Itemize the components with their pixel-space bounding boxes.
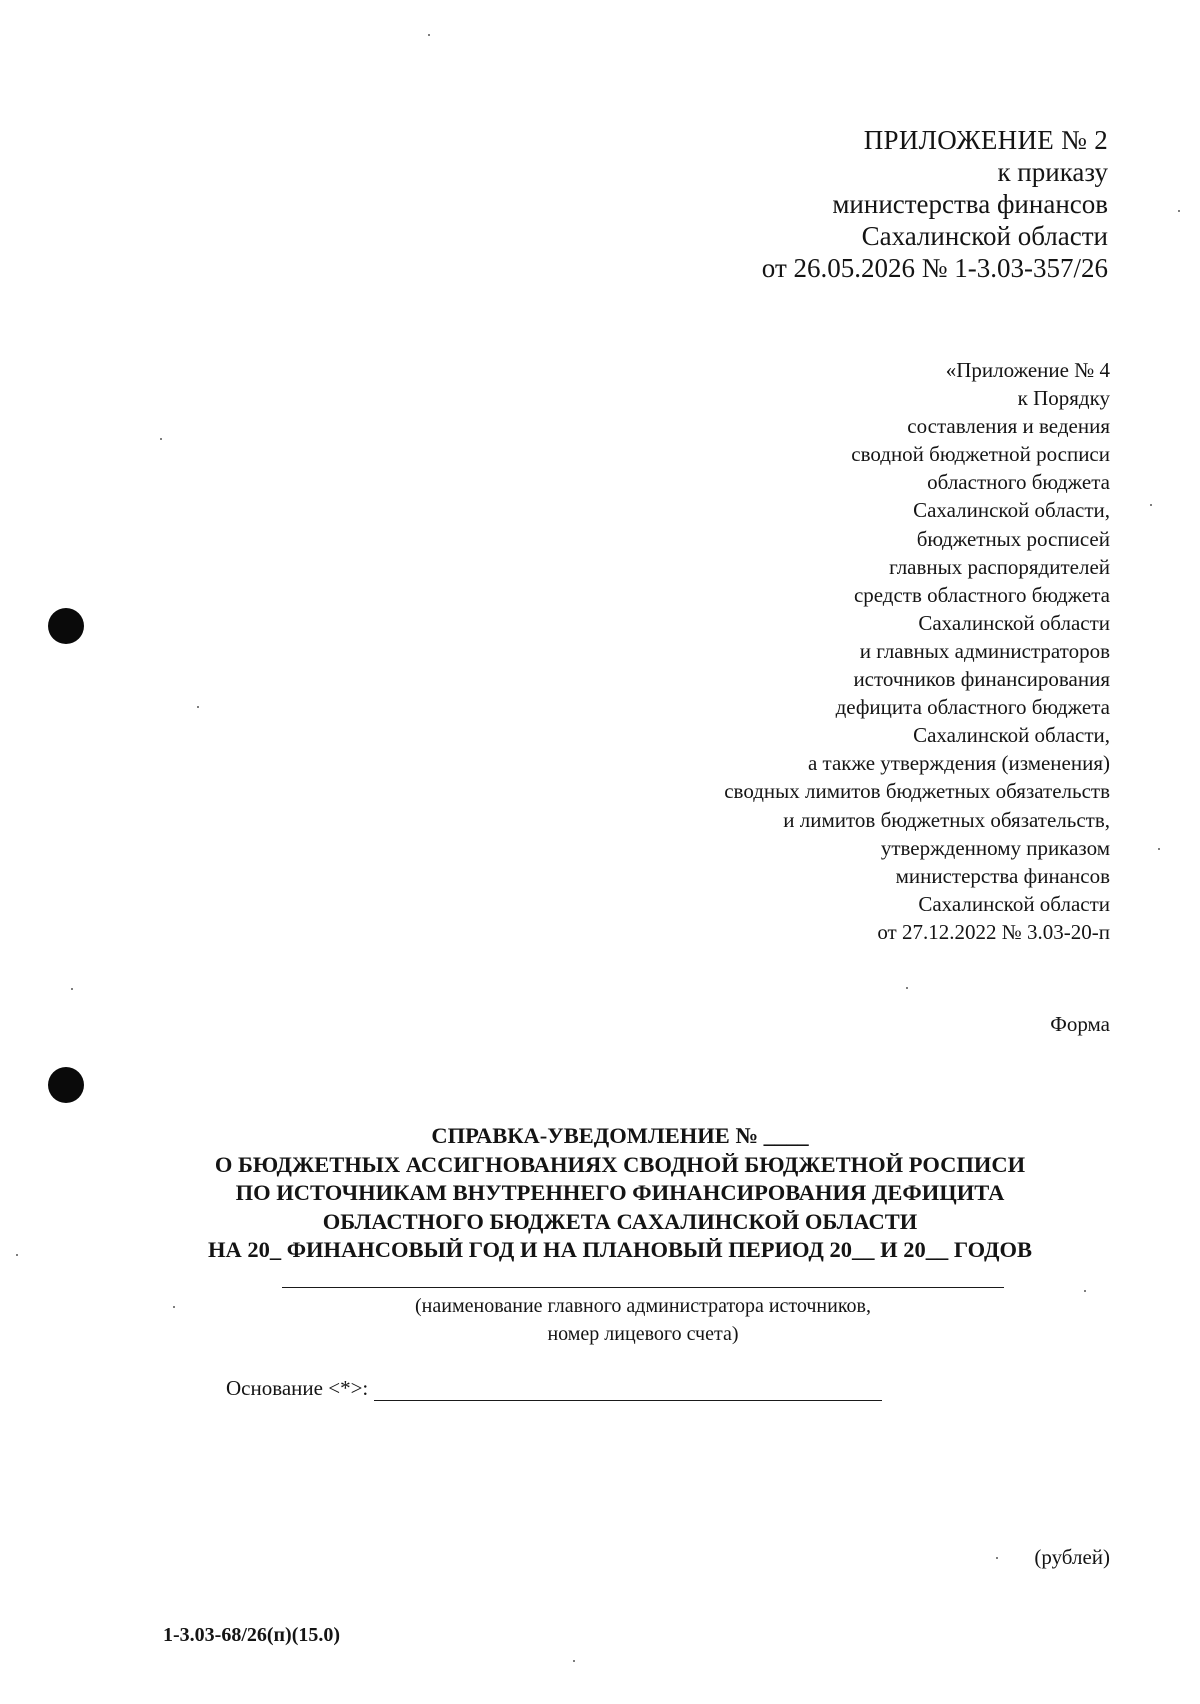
order-reference-line: утвержденному приказом xyxy=(880,835,1110,860)
order-reference-line: и главных администраторов xyxy=(859,638,1110,663)
administrator-caption xyxy=(282,1292,1004,1348)
scan-speck xyxy=(1084,1290,1086,1292)
scan-speck xyxy=(1178,210,1180,212)
order-reference-line: источников финансирования xyxy=(853,667,1110,692)
scan-speck xyxy=(996,1557,998,1559)
administrator-caption-line: номер лицевого счета) xyxy=(547,1323,739,1345)
document-title xyxy=(140,1122,1100,1265)
document-title-line: НА 20_ ФИНАНСОВЫЙ ГОД И НА ПЛАНОВЫЙ ПЕРИОД 20__ И 20__ ГОДОВ xyxy=(207,1237,1033,1262)
scan-speck xyxy=(160,438,162,440)
unit-label: (рублей) xyxy=(1034,1545,1110,1569)
scan-speck xyxy=(906,987,908,989)
order-reference-line: и лимитов бюджетных обязательств, xyxy=(783,807,1110,832)
scan-speck xyxy=(16,1254,18,1256)
order-reference-line: составления и ведения xyxy=(907,414,1110,439)
order-reference-line: областного бюджета xyxy=(927,470,1110,495)
administrator-caption-line: (наименование главного администратора источников, xyxy=(415,1295,871,1317)
scan-speck xyxy=(173,1306,175,1308)
order-reference-line: к Порядку xyxy=(1017,386,1110,411)
order-reference-block xyxy=(724,356,1110,946)
basis-label: Основание <*>: xyxy=(226,1376,369,1400)
appendix-header-line: Сахалинской области xyxy=(861,221,1108,251)
scan-speck xyxy=(71,988,73,990)
order-reference-line: а также утверждения (изменения) xyxy=(807,751,1110,776)
scan-speck xyxy=(428,34,430,36)
order-reference-line: бюджетных росписей xyxy=(916,526,1110,551)
appendix-title: ПРИЛОЖЕНИЕ № 2 xyxy=(863,125,1108,155)
scan-speck xyxy=(197,706,199,708)
basis-fill-line xyxy=(374,1378,882,1401)
order-reference-line: министерства финансов xyxy=(895,863,1110,888)
order-reference-line: дефицита областного бюджета xyxy=(835,695,1110,720)
appendix-header xyxy=(762,124,1108,284)
order-reference-line: от 27.12.2022 № 3.03-20-п xyxy=(877,919,1110,944)
order-reference-line: Сахалинской области, xyxy=(913,723,1110,748)
scan-speck xyxy=(573,1660,575,1662)
basis-row xyxy=(226,1376,882,1401)
scan-speck xyxy=(1158,848,1160,850)
form-label: Форма xyxy=(1050,1012,1110,1036)
order-reference-line: главных распорядителей xyxy=(889,554,1110,579)
document-title-line: СПРАВКА-УВЕДОМЛЕНИЕ № ____ xyxy=(431,1123,809,1148)
scan-speck xyxy=(1150,504,1152,506)
order-reference-line: Сахалинской области xyxy=(918,610,1110,635)
document-title-line: ПО ИСТОЧНИКАМ ВНУТРЕННЕГО ФИНАНСИРОВАНИЯ ДЕФИЦИТА xyxy=(235,1180,1005,1205)
document-title-line: ОБЛАСТНОГО БЮДЖЕТА САХАЛИНСКОЙ ОБЛАСТИ xyxy=(322,1208,918,1234)
administrator-fill-line xyxy=(282,1287,1004,1288)
appendix-header-line: к приказу xyxy=(997,157,1108,187)
order-reference-line: сводных лимитов бюджетных обязательств xyxy=(724,779,1110,804)
appendix-header-line: министерства финансов xyxy=(832,189,1108,219)
punch-hole-mark xyxy=(48,608,84,644)
document-code: 1-3.03-68/26(п)(15.0) xyxy=(163,1624,341,1646)
order-reference-line: средств областного бюджета xyxy=(853,582,1110,607)
appendix-header-line: от 26.05.2026 № 1-3.03-357/26 xyxy=(761,253,1108,283)
punch-hole-mark xyxy=(48,1067,84,1103)
order-reference-line: Сахалинской области, xyxy=(913,498,1110,523)
order-reference-line: «Приложение № 4 xyxy=(945,358,1110,382)
document-title-line: О БЮДЖЕТНЫХ АССИГНОВАНИЯХ СВОДНОЙ БЮДЖЕТНОЙ РОСПИСИ xyxy=(214,1151,1026,1177)
order-reference-line: сводной бюджетной росписи xyxy=(851,442,1110,467)
order-reference-line: Сахалинской области xyxy=(918,891,1110,916)
